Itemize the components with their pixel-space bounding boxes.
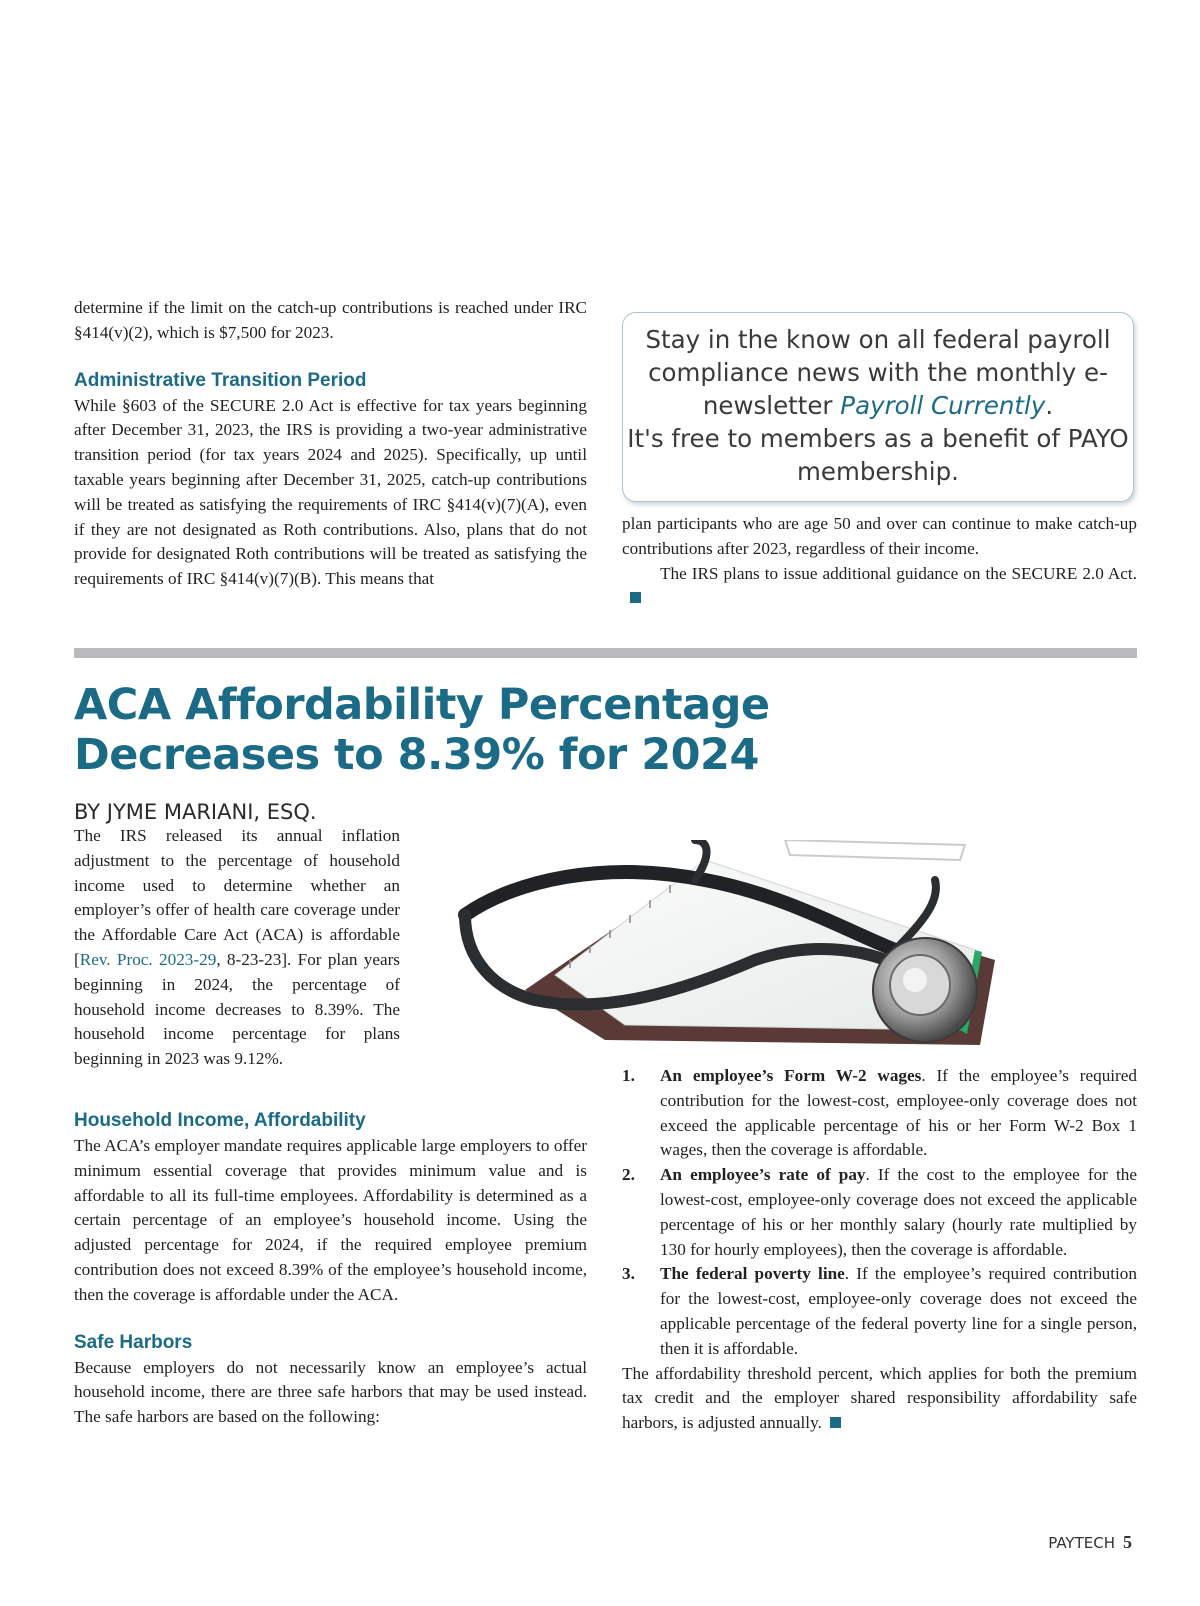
list-term: An employee’s rate of pay bbox=[660, 1165, 866, 1185]
page-number: 5 bbox=[1123, 1532, 1132, 1552]
stethoscope-clipboard-image bbox=[455, 840, 1025, 1080]
section-heading-transition: Administrative Transition Period bbox=[74, 369, 367, 391]
list-number: 2. bbox=[622, 1165, 635, 1185]
list-term: An employee’s Form W-2 wages bbox=[660, 1066, 922, 1085]
safe-harbor-list bbox=[622, 1064, 1137, 1362]
bottom-right-column bbox=[622, 1064, 1137, 1436]
top-left-column bbox=[74, 296, 587, 592]
article-title-line1: ACA Affordability Percentage bbox=[74, 680, 770, 730]
list-text: . If the cost to the employee for the lowest-cost, employee-only coverage does not exceed the applicable percentage of his or her monthly salary (hourly rate multiplied by 130 for hourly employees), then the coverage is affordable. bbox=[660, 1165, 1137, 1259]
section-divider bbox=[74, 648, 1137, 658]
end-mark-icon bbox=[830, 1417, 841, 1428]
continued-paragraph: determine if the limit on the catch-up contributions is reached under IRC §414(v)(2), which is $7,500 for 2023. bbox=[74, 298, 587, 342]
article-title-line2: Decreases to 8.39% for 2024 bbox=[74, 730, 759, 780]
end-mark-icon bbox=[630, 592, 641, 603]
list-term: The federal poverty line bbox=[660, 1264, 845, 1284]
list-item bbox=[622, 1262, 1137, 1361]
newsletter-name[interactable]: Payroll Currently bbox=[840, 391, 1046, 420]
closing-text: The affordability threshold percent, which applies for both the premium tax credit and the employer shared responsibility affordability safe harbors, is adjusted annually. bbox=[622, 1363, 1137, 1433]
rev-proc-link[interactable]: Rev. Proc. 2023-29 bbox=[79, 949, 217, 969]
intro-column bbox=[74, 824, 400, 1072]
transition-paragraph: While §603 of the SECURE 2.0 Act is effective for tax years beginning after December 31, 2023, the IRS is providing a two-year administrative transition period (for tax years 2024 and 2025). Specifically, up until taxable years beginning after December 31, 2025, catch-up contributions will be treated as satisfying the requirements of IRC §414(v)(7)(A), even if they are not designated as Roth contributions. Also, plans that do not provide for designated Roth contributions will be treated as satisfying the requirements of IRC §414(v)(7)(B). This means that bbox=[74, 395, 587, 589]
top-right-column bbox=[622, 512, 1137, 611]
callout-text: Stay in the know on all federal payroll compliance news with the monthly e-newsletter bbox=[645, 325, 1111, 420]
intro-text: The IRS released its annual inflation adjustment to the percentage of household income used to determine whether an employer’s offer of health care coverage under the Affordable Care Act (ACA) is affordable [ bbox=[74, 826, 400, 969]
publication-name: PAYTECH bbox=[1048, 1534, 1115, 1552]
list-number: 3. bbox=[622, 1264, 635, 1284]
list-number: 1. bbox=[622, 1066, 635, 1085]
list-item bbox=[622, 1064, 1137, 1163]
section-heading-household: Household Income, Affordability bbox=[74, 1110, 366, 1131]
newsletter-callout bbox=[622, 312, 1134, 502]
callout-period: . bbox=[1045, 391, 1054, 420]
byline: BY JYME MARIANI, ESQ. bbox=[74, 800, 317, 824]
safe-harbors-paragraph: Because employers do not necessarily know an employee’s actual household income, there are three safe harbors that may be used instead. The safe harbors are based on the following: bbox=[74, 1357, 587, 1427]
callout-membership-text: It's free to members as a benefit of PAYO membership. bbox=[627, 424, 1129, 486]
intro-paragraph bbox=[74, 824, 400, 1072]
page-footer bbox=[1048, 1532, 1132, 1553]
eyeglasses bbox=[785, 840, 965, 860]
list-item bbox=[622, 1163, 1137, 1262]
list-text: . If the employee’s required contribution for the lowest-cost, employee-only coverage does not exceed the applicable percentage of the federal poverty line for a single person, then it is affordable. bbox=[660, 1264, 1137, 1358]
closing-paragraph-right bbox=[622, 562, 1137, 612]
intro-text-end: , 8-23-23]. For plan years beginning in 2024, the percentage of household income decreases to 8.39%. The household income percentage for plans beginning in 2023 was 9.12%. bbox=[74, 949, 400, 1069]
article-title bbox=[74, 680, 834, 780]
bottom-left-column bbox=[74, 1108, 587, 1430]
household-paragraph: The ACA’s employer mandate requires applicable large employers to offer minimum essential coverage that provides minimum value and is affordable to all its full-time employees. Affordability is determined as a certain percentage of an employee’s household income. Using the adjusted percentage for 2024, if the required employee premium contribution does not exceed 8.39% of the employee’s household income, then the coverage is affordable under the ACA. bbox=[74, 1136, 587, 1304]
section-heading-safe-harbors: Safe Harbors bbox=[74, 1331, 193, 1353]
closing-text: The IRS plans to issue additional guidance on the SECURE 2.0 Act. bbox=[660, 563, 1137, 583]
continued-paragraph-right: plan participants who are age 50 and over can continue to make catch-up contributions after 2023, regardless of their income. bbox=[622, 514, 1137, 558]
list-text: . If the employee’s required contribution for the lowest-cost, employee-only coverage does not exceed the applicable percentage of his or her Form W-2 Box 1 wages, then the coverage is affordable. bbox=[660, 1066, 1138, 1160]
affordability-closing-paragraph bbox=[622, 1362, 1137, 1436]
